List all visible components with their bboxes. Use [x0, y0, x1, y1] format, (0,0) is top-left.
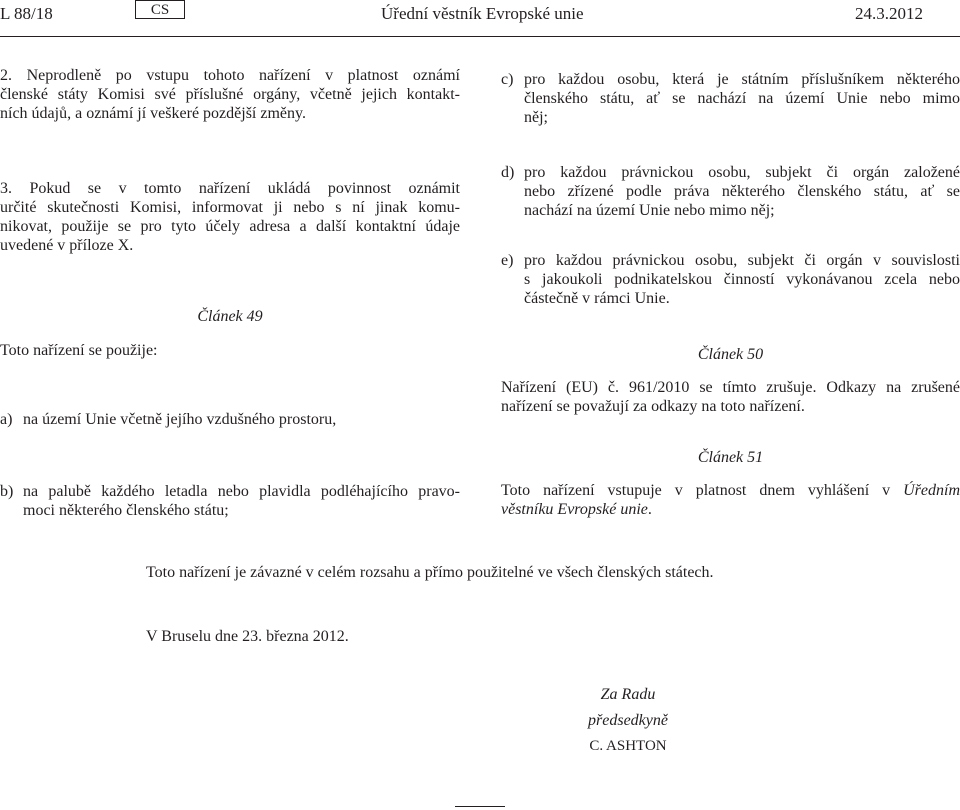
language-badge: CS — [135, 0, 185, 19]
list-text-line: nebo zřízené podle práva některého členského státu, ať se — [524, 183, 960, 200]
list-label: d) — [501, 164, 515, 181]
list-item-c — [501, 70, 960, 130]
list-text-line: pro každou osobu, která je státním příslušníkem některého — [524, 71, 960, 88]
paragraph-line: 3. Pokud se v tomto nařízení ukládá povinnost oznámit — [0, 180, 460, 197]
journal-name-italic: Úředním — [903, 482, 960, 499]
article-50-text — [501, 378, 960, 416]
list-item-a — [0, 410, 460, 430]
list-label: c) — [501, 71, 514, 88]
list-text: na území Unie včetně jejího vzdušného prostoru, — [23, 411, 337, 428]
article-51-text — [501, 481, 960, 519]
paragraph-line: 2. Neprodleně po vstupu tohoto nařízení v platnost oznámí — [0, 67, 460, 84]
article-50-heading: Článek 50 — [697, 346, 764, 363]
place-and-date: V Bruselu dne 23. března 2012. — [146, 628, 349, 645]
signatory-council: Za Radu — [600, 686, 656, 703]
list-label: b) — [0, 483, 14, 500]
paragraph-line — [501, 500, 960, 519]
paragraph-2 — [0, 66, 460, 123]
list-text-line: s jakoukoli podnikatelskou činností vykonávanou zcela nebo — [524, 271, 960, 288]
paragraph-line: určité skutečnosti Komisi, informovat ji nebo s ní jinak komu- — [0, 199, 460, 216]
paragraph-line: nařízení se považují za odkazy na toto nařízení. — [501, 398, 805, 415]
list-text-line: členského státu, ať se nachází na území Unie nebo mimo — [524, 90, 960, 107]
paragraph-line: ních údajů, a oznámí jí veškeré pozdější změny. — [0, 105, 306, 122]
signatory-role: předsedkyně — [588, 712, 668, 729]
list-text-line: na palubě každého letadla nebo plavidla podléhajícího pravo- — [23, 483, 460, 500]
list-text-line: pro každou právnickou osobu, subjekt či orgán založené — [524, 164, 960, 181]
list-text-line: částečně v rámci Unie. — [524, 290, 670, 307]
paragraph-line: uvedené v příloze X. — [0, 237, 134, 254]
list-text-line: pro každou právnickou osobu, subjekt či orgán v souvislosti — [524, 252, 960, 269]
list-label: e) — [501, 252, 514, 269]
header-rule — [0, 36, 960, 37]
list-text-line: moci některého členského státu; — [23, 502, 229, 519]
list-item-b — [0, 482, 460, 522]
article-51-heading: Článek 51 — [697, 449, 764, 466]
list-item-e — [501, 251, 960, 311]
article-49-heading: Článek 49 — [197, 308, 263, 325]
paragraph-line — [501, 481, 960, 500]
paragraph-line: nikovat, použije se pro tyto účely adresa a další kontaktní údaje — [0, 218, 460, 235]
footer-rule — [455, 806, 505, 807]
journal-name-italic: věstníku Evropské unie — [501, 501, 648, 518]
paragraph-line: členské státy Komisi své příslušné orgány, včetně jejich kontakt- — [0, 86, 460, 103]
journal-title: Úřední věstník Evropské unie — [381, 4, 584, 23]
paragraph-3 — [0, 179, 460, 255]
publication-date: 24.3.2012 — [855, 4, 923, 23]
article-49-intro: Toto nařízení se použije: — [0, 342, 158, 359]
signatory-name: C. ASHTON — [589, 738, 667, 754]
text-run: . — [647, 501, 652, 518]
list-label: a) — [0, 411, 13, 428]
page-number: L 88/18 — [0, 4, 53, 23]
list-text-line: něj; — [524, 109, 548, 126]
paragraph-line: Nařízení (EU) č. 961/2010 se tímto zrušuje. Odkazy na zrušené — [501, 379, 960, 396]
list-text-line: nachází na území Unie nebo mimo něj; — [524, 202, 775, 219]
text-run: Toto nařízení vstupuje v platnost dnem vyhlášení v — [501, 482, 904, 499]
binding-clause: Toto nařízení je závazné v celém rozsahu a přímo použitelné ve všech členských státech. — [146, 564, 714, 581]
list-item-d — [501, 163, 960, 223]
